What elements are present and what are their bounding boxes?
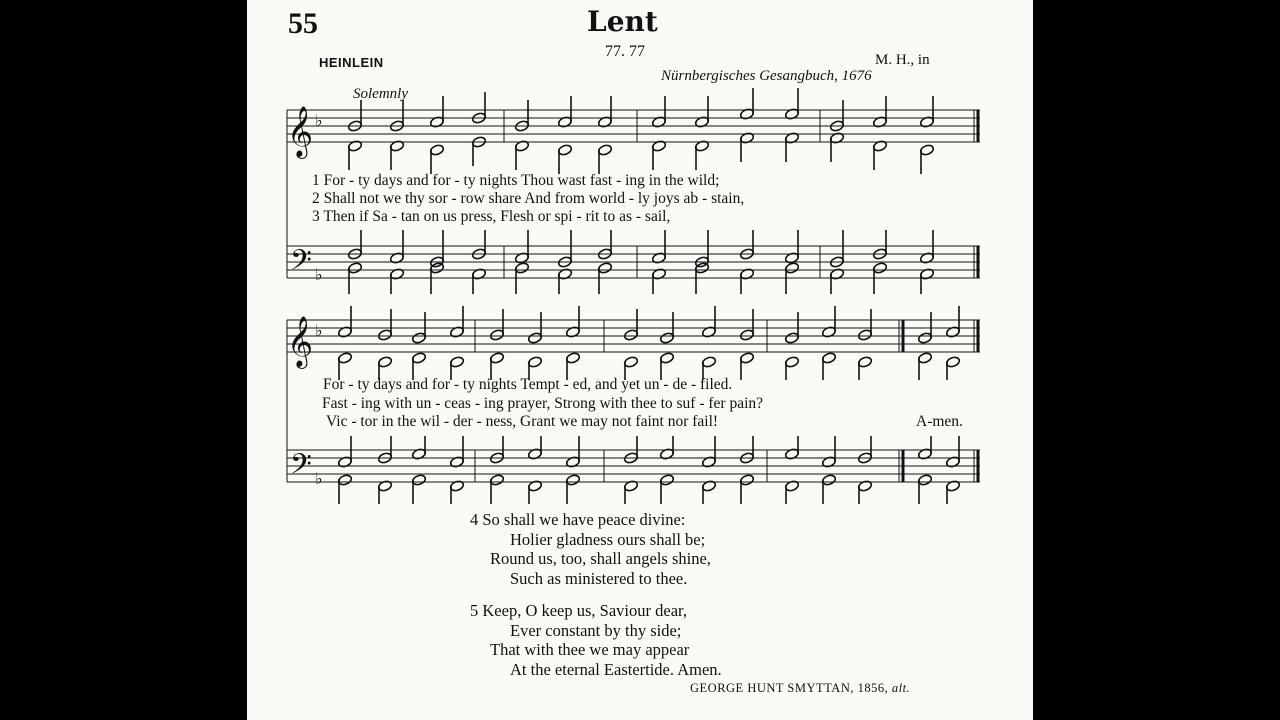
- stanza-line: That with thee we may appear: [490, 640, 690, 659]
- composer-attribution: M. H., in: [875, 52, 930, 68]
- author-alt: alt.: [891, 681, 911, 695]
- lyric-line: For - ty days and for - ty nights Tempt - ed, and yet un - de - filed.: [323, 376, 733, 393]
- flat-icon: ♭: [315, 469, 323, 488]
- lyric-line: 2 Shall not we thy sor - row share And from world - ly joys ab - stain,: [312, 190, 745, 207]
- lyric-line: 1 For - ty days and for - ty nights Thou wast fast - ing in the wild;: [312, 172, 720, 189]
- author-name: GEORGE HUNT SMYTTAN, 1856,: [690, 681, 892, 695]
- hymn-title: Lent: [587, 5, 658, 38]
- bass-clef-icon: 𝄢: [290, 448, 312, 488]
- treble-clef-icon: 𝄞: [287, 106, 314, 157]
- author-credit: [690, 682, 910, 695]
- stanza-line: Ever constant by thy side;: [510, 621, 682, 640]
- composer-source: Nürnbergisches Gesangbuch, 1676: [661, 68, 872, 84]
- tempo-marking: Solemnly: [353, 86, 408, 102]
- treble-clef-icon: 𝄞: [287, 316, 314, 367]
- flat-icon: ♭: [315, 265, 323, 284]
- flat-icon: ♭: [315, 111, 323, 130]
- stanza-line: 5 Keep, O keep us, Saviour dear,: [470, 601, 687, 620]
- hymn-page: [247, 0, 1033, 720]
- hymn-number: 55: [288, 7, 318, 40]
- lyric-line: Fast - ing with un - ceas - ing prayer, Strong with thee to suf - fer pain?: [322, 395, 764, 412]
- lyric-line: 3 Then if Sa - tan on us press, Flesh or spi - rit to as - sail,: [312, 208, 671, 225]
- lyric-line: Vic - tor in the wil - der - ness, Grant we may not faint nor fail!: [326, 413, 719, 430]
- tune-name: HEINLEIN: [319, 55, 384, 70]
- stanza-line: 4 So shall we have peace divine:: [470, 510, 686, 529]
- amen-lyric: A-men.: [916, 413, 963, 430]
- meter: 77. 77: [605, 43, 645, 60]
- flat-icon: ♭: [315, 321, 323, 340]
- stanza-line: Such as ministered to thee.: [510, 569, 688, 588]
- stanza-line: At the eternal Eastertide. Amen.: [510, 660, 722, 679]
- stanza-line: Round us, too, shall angels shine,: [490, 549, 711, 568]
- bass-clef-icon: 𝄢: [290, 244, 312, 284]
- stanza-line: Holier gladness ours shall be;: [510, 530, 706, 549]
